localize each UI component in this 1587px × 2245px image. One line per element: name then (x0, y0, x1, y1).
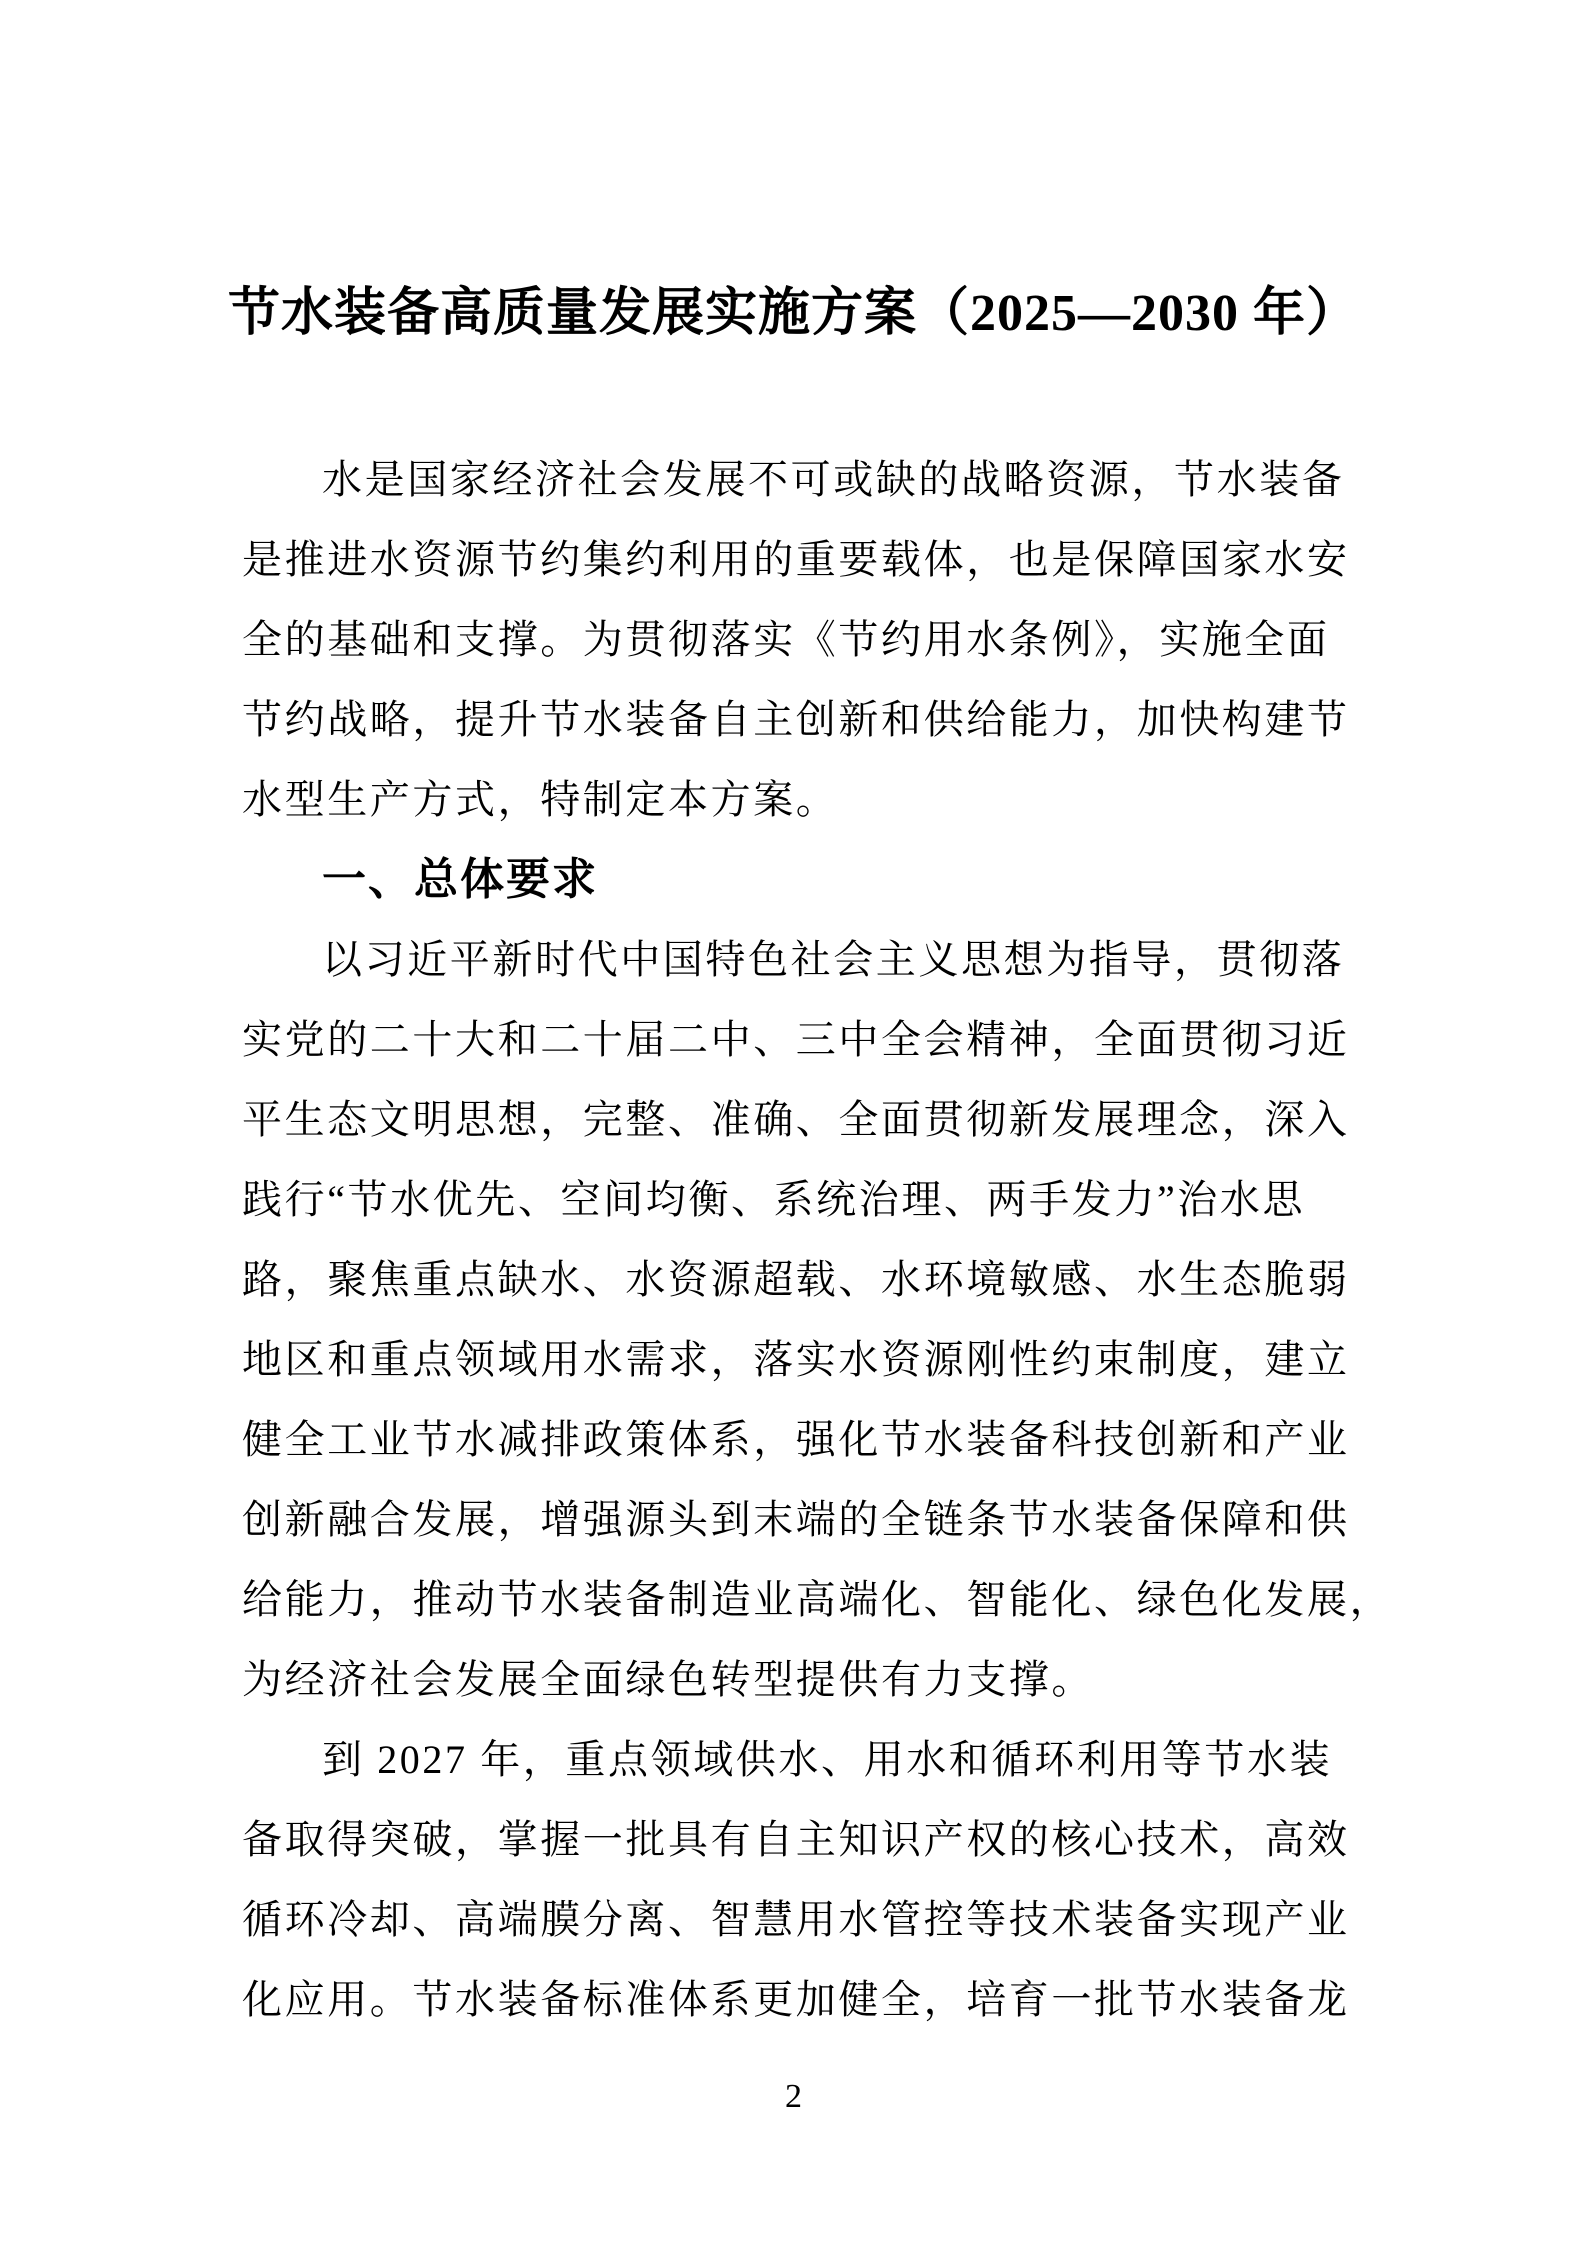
paragraph2-line: 路，聚焦重点缺水、水资源超载、水环境敏感、水生态脆弱 (242, 1257, 1350, 1302)
paragraph2-line: 实党的二十大和二十届二中、三中全会精神，全面贯彻习近 (242, 1017, 1350, 1062)
paragraph2-line: 健全工业节水减排政策体系，强化节水装备科技创新和产业 (242, 1417, 1350, 1462)
paragraph1-line: 是推进水资源节约集约利用的重要载体，也是保障国家水安 (242, 537, 1350, 582)
paragraph3-line: 备取得突破，掌握一批具有自主知识产权的核心技术，高效 (242, 1817, 1350, 1862)
section-heading: 一、总体要求 (322, 855, 598, 904)
paragraph3-line: 化应用。节水装备标准体系更加健全，培育一批节水装备龙 (242, 1977, 1350, 2022)
paragraph1-line: 全的基础和支撑。为贯彻落实《节约用水条例》，实施全面 (242, 617, 1330, 662)
paragraph1-line: 水型生产方式，特制定本方案。 (242, 777, 839, 822)
paragraph1-line: 节约战略，提升节水装备自主创新和供给能力，加快构建节 (242, 697, 1350, 742)
document-title: 节水装备高质量发展实施方案（2025—2030 年） (227, 285, 1359, 342)
paragraph2-line: 创新融合发展，增强源头到末端的全链条节水装备保障和供 (242, 1497, 1350, 1542)
paragraph2-line: 以习近平新时代中国特色社会主义思想为指导，贯彻落 (322, 937, 1345, 982)
paragraph3-line: 循环冷却、高端膜分离、智慧用水管控等技术装备实现产业 (242, 1897, 1350, 1942)
paragraph2-line: 为经济社会发展全面绿色转型提供有力支撑。 (242, 1657, 1094, 1702)
paragraph2-line: 践行“节水优先、空间均衡、系统治理、两手发力”治水思 (242, 1177, 1306, 1222)
page-number: 2 (785, 2078, 802, 2115)
paragraph2-line: 给能力，推动节水装备制造业高端化、智能化、绿色化发展， (242, 1577, 1393, 1622)
paragraph2-line: 平生态文明思想，完整、准确、全面贯彻新发展理念，深入 (242, 1097, 1350, 1142)
document-body (242, 440, 1393, 2040)
paragraph2-line: 地区和重点领域用水需求，落实水资源刚性约束制度，建立 (242, 1337, 1350, 1382)
paragraph3-line: 到 2027 年，重点领域供水、用水和循环利用等节水装 (322, 1737, 1333, 1782)
paragraph1-line: 水是国家经济社会发展不可或缺的战略资源，节水装备 (322, 457, 1345, 502)
